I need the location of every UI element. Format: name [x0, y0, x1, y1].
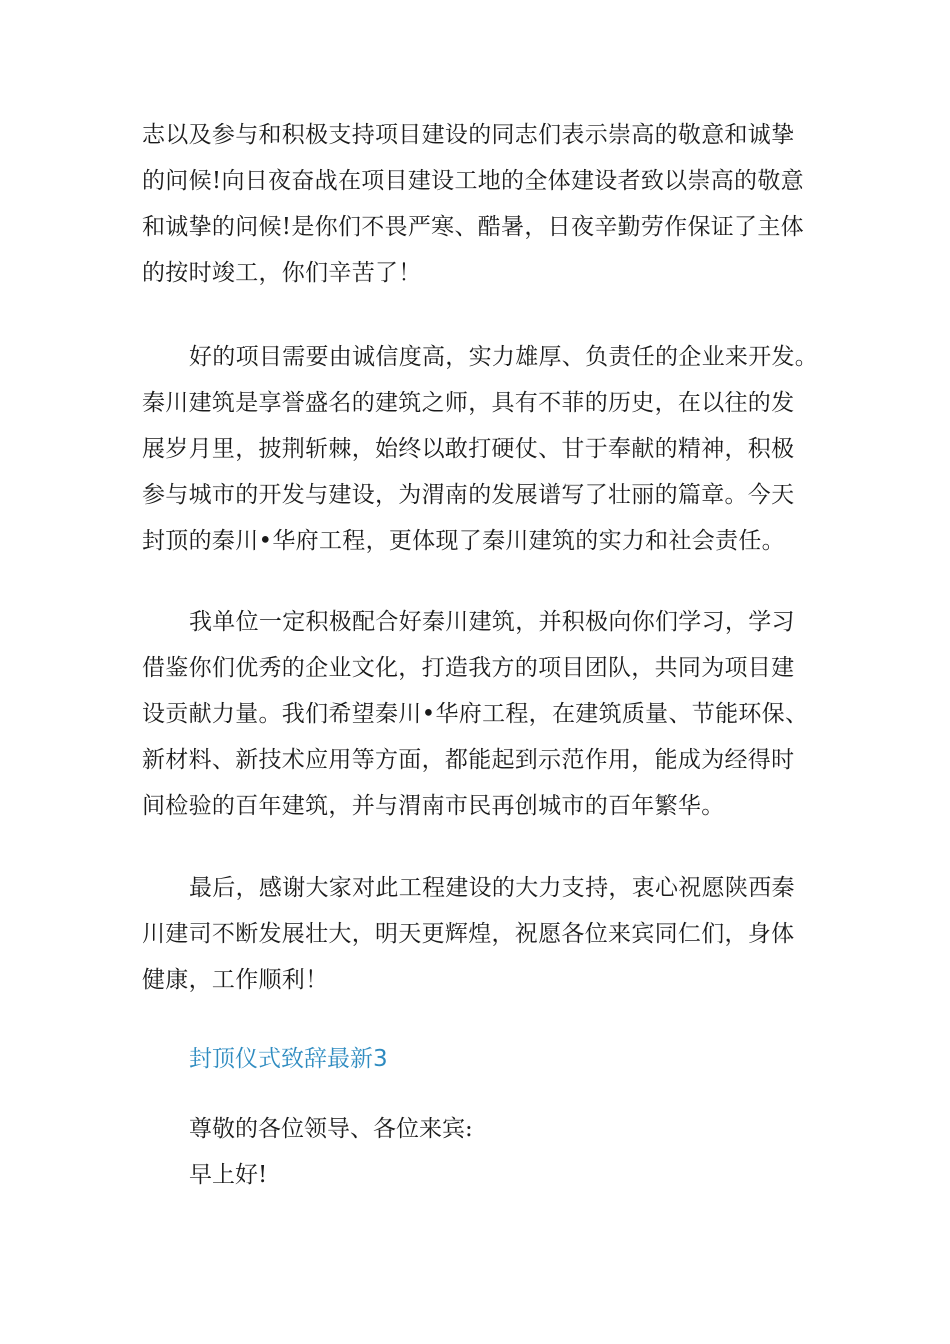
text-line: 参与城市的开发与建设，为渭南的发展谱写了壮丽的篇章。今天 [142, 482, 795, 508]
section-heading: 封顶仪式致辞最新3 [189, 1046, 388, 1072]
text-line: 健康，工作顺利！ [142, 967, 329, 993]
paragraph-3 [142, 599, 842, 829]
text-line: 借鉴你们优秀的企业文化，打造我方的项目团队，共同为项目建 [142, 655, 795, 681]
text-line: 和诚挚的问候!是你们不畏严寒、酷暑，日夜辛勤劳作保证了主体 [142, 214, 804, 240]
text-line: 的按时竣工，你们辛苦了！ [142, 260, 422, 286]
greeting-line: 尊敬的各位领导、各位来宾: [189, 1116, 473, 1142]
paragraph-2 [142, 334, 842, 564]
text-line: 志以及参与和积极支持项目建设的同志们表示崇高的敬意和诚挚 [142, 122, 795, 148]
text-line: 间检验的百年建筑，并与渭南市民再创城市的百年繁华。 [142, 793, 725, 819]
text-line: 秦川建筑是享誉盛名的建筑之师，具有不菲的历史，在以往的发 [142, 390, 795, 416]
text-line: 展岁月里，披荆斩棘，始终以敢打硬仗、甘于奉献的精神，积极 [142, 436, 795, 462]
text-line: 设贡献力量。我们希望秦川•华府工程，在建筑质量、节能环保、 [142, 701, 809, 727]
text-line: 川建司不断发展壮大，明天更辉煌，祝愿各位来宾同仁们，身体 [142, 921, 795, 947]
morning-line: 早上好! [189, 1162, 268, 1188]
text-line: 新材料、新技术应用等方面，都能起到示范作用，能成为经得时 [142, 747, 795, 773]
paragraph-1 [142, 112, 842, 296]
text-line: 好的项目需要由诚信度高，实力雄厚、负责任的企业来开发。 [189, 344, 819, 370]
text-line: 的问候!向日夜奋战在项目建设工地的全体建设者致以崇高的敬意 [142, 168, 804, 194]
text-line: 我单位一定积极配合好秦川建筑，并积极向你们学习，学习 [189, 609, 795, 635]
text-line: 封顶的秦川•华府工程，更体现了秦川建筑的实力和社会责任。 [142, 528, 785, 554]
text-line: 最后，感谢大家对此工程建设的大力支持，衷心祝愿陕西秦 [189, 875, 795, 901]
paragraph-4 [142, 865, 842, 1003]
